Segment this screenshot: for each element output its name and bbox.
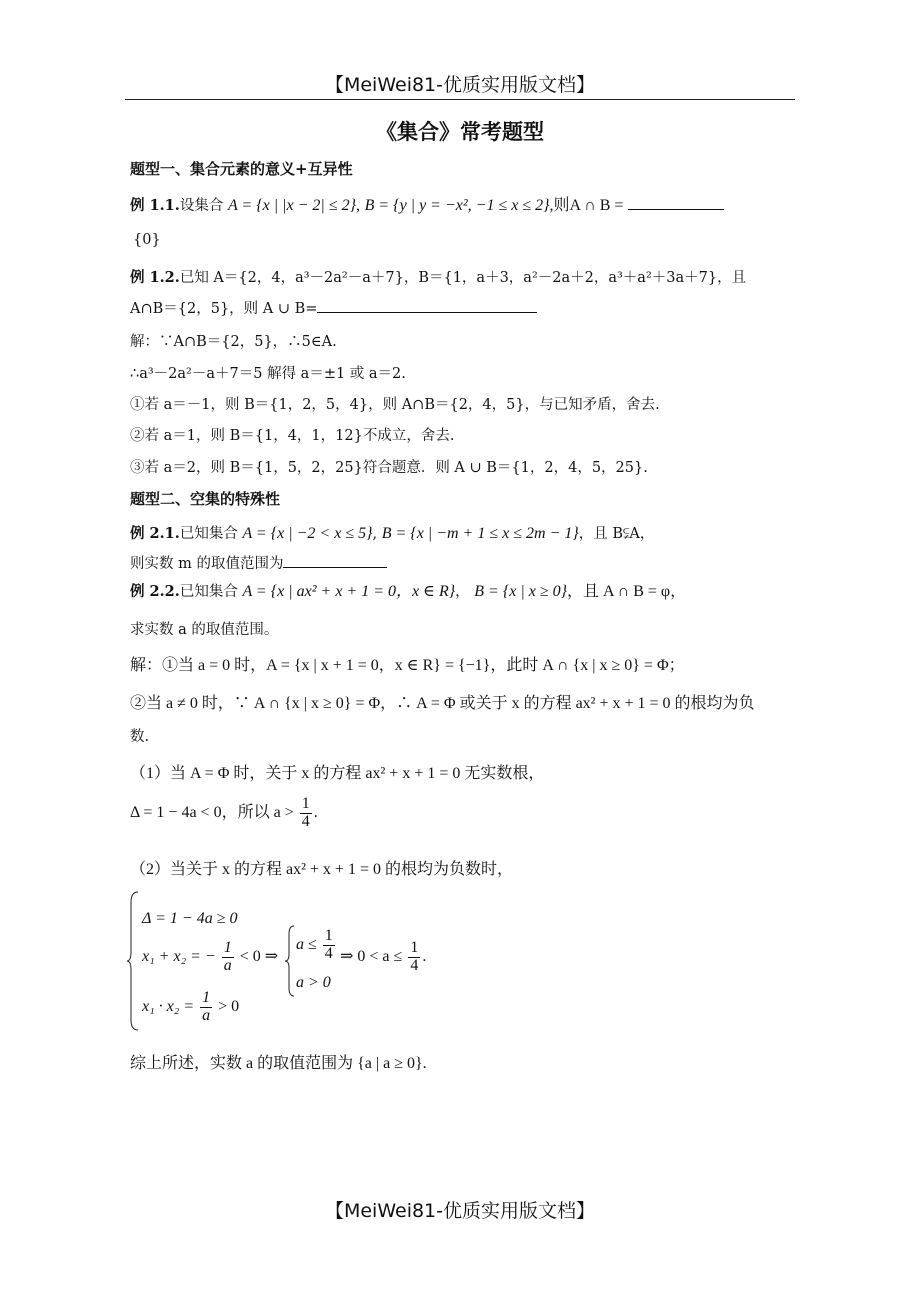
solution-line: 解：①当 a = 0 时，A = {x | x + 1 = 0，x ∈ R} = {−1}，此时 A ∩ {x | x ≥ 0} = Φ； <box>130 657 685 674</box>
fraction: $\frac{1}{a}$ <box>202 989 211 1024</box>
example-2-1-line-2: 则实数 m 的取值范围为 <box>130 552 387 573</box>
example-label: 例 2.1. <box>130 525 180 542</box>
example-2-2-line-1: 例 2.2.已知集合 A = {x | ax² + x + 1 = 0，x ∈ R}， B = {x | x ≥ 0}，且 A ∩ B = φ， <box>130 583 687 600</box>
example-label: 例 1.1. <box>130 197 180 214</box>
case-1-result: Δ = 1 − 4a < 0，所以 a > $\frac{1}{4}$ . <box>130 795 318 830</box>
page-footer: 【MeiWei81-优质实用版文档】 <box>324 1200 596 1222</box>
system-eq-3: x₁ · x₂ = $\frac{1}{a}$ > 0 <box>142 989 240 1024</box>
section-title-1: 题型一、集合元素的意义+互异性 <box>130 160 353 178</box>
solution-line: ①若 a＝－1，则 B＝{1，2，5，4}，则 A∩B＝{2，4，5}，与已知矛盾，舍去. <box>130 397 660 413</box>
example-2-1-line-1: 例 2.1.已知集合 A = {x | −2 < x ≤ 5}, B = {x | −m + 1 ≤ x ≤ 2m − 1}，且 B⫋A， <box>130 525 655 542</box>
solution-line: 数. <box>130 729 150 745</box>
system-result-2: a > 0 <box>296 974 331 991</box>
example-2-2-line-2: 求实数 a 的取值范围。 <box>130 622 279 638</box>
case-1-line: （1）当 A = Φ 时，关于 x 的方程 ax² + x + 1 = 0 无实数根， <box>130 765 545 782</box>
example-1-1: 例 1.1.设集合 A = {x | |x − 2| ≤ 2}, B = {y | y = −x², −1 ≤ x ≤ 2},则A ∩ B = <box>130 192 724 215</box>
page-title: 《集合》常考题型 <box>376 119 544 144</box>
solution-line: ∴a³－2a²－a＋7＝5 解得 a＝±1 或 a＝2. <box>130 366 406 382</box>
example-1-2-line-1: 例 1.2.已知 A＝{2，4，a³－2a²－a＋7}，B＝{1，a＋3，a²－2a＋2，a³＋a²＋3a＋7}，且 <box>130 269 747 286</box>
set-a: A = {x | ax² + x + 1 = 0，x ∈ R} <box>242 583 456 600</box>
case-2-line: （2）当关于 x 的方程 ax² + x + 1 = 0 的根均为负数时， <box>130 861 513 878</box>
fraction: $\frac{1}{a}$ <box>223 939 232 974</box>
answer-blank[interactable] <box>628 195 724 210</box>
answer-blank[interactable] <box>283 553 387 568</box>
fraction: $\frac{1}{4}$ <box>324 927 333 962</box>
set-b: B = {x | −m + 1 ≤ x ≤ 2m − 1} <box>381 525 579 542</box>
fraction: $\frac{1}{4}$ <box>410 939 419 974</box>
solution-line: ②若 a＝1，则 B＝{1，4，1，12}不成立，舍去. <box>130 428 455 444</box>
header-rule <box>125 99 795 100</box>
conclusion: 综上所述，实数 a 的取值范围为 {a | a ≥ 0}. <box>130 1055 427 1072</box>
solution-line: ③若 a＝2，则 B＝{1，5，2，25}符合题意．则 A ∪ B＝{1，2，4，5，25}. <box>130 460 648 476</box>
left-brace-icon <box>126 890 140 1032</box>
fraction: $\frac{1}{4}$ <box>301 795 310 830</box>
set-b: B = {y | y = −x², −1 ≤ x ≤ 2} <box>364 197 550 214</box>
set-a: A = {x | |x − 2| ≤ 2} <box>227 197 356 214</box>
system-eq-1: Δ = 1 − 4a ≥ 0 <box>142 910 238 927</box>
system-result-1: a ≤ $\frac{1}{4}$ <box>296 927 333 962</box>
answer-blank[interactable] <box>317 298 537 313</box>
solution-line: 解：∵A∩B＝{2，5}，∴5∈A. <box>130 334 337 350</box>
page-header: 【MeiWei81-优质实用版文档】 <box>324 74 596 96</box>
set-a: A = {x | −2 < x ≤ 5} <box>242 525 373 542</box>
answer-1-1: {0} <box>133 232 161 248</box>
solution-line: ②当 a ≠ 0 时，∵ A ∩ {x | x ≥ 0} = Φ，∴ A = Φ 或关于 x 的方程 ax² + x + 1 = 0 的根均为负 <box>130 695 755 712</box>
left-brace-icon <box>284 924 296 998</box>
example-label: 例 1.2. <box>130 269 180 286</box>
example-1-2-line-2: A∩B＝{2，5}，则 A ∪ B= <box>130 297 537 318</box>
section-title-2: 题型二、空集的特殊性 <box>130 490 281 508</box>
example-label: 例 2.2. <box>130 583 180 600</box>
final-range: ⇒ 0 < a ≤ $\frac{1}{4}$ . <box>340 939 427 974</box>
system-eq-2: x₁ + x₂ = − $\frac{1}{a}$ < 0 ⇒ <box>142 939 279 974</box>
set-b: B = {x | x ≥ 0} <box>474 583 567 600</box>
